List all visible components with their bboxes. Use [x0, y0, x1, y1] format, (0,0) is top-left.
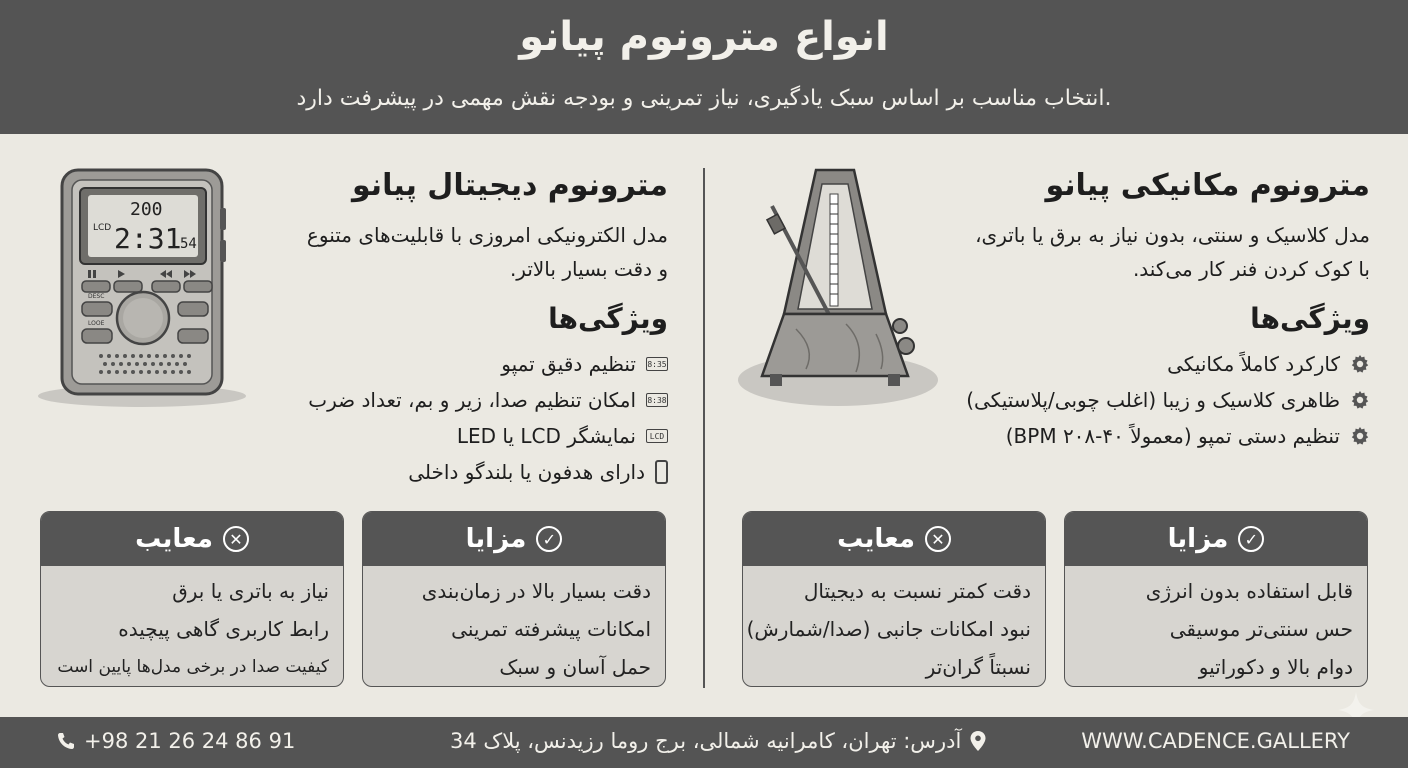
card-header: ✓ مزایا	[363, 512, 665, 566]
lcd-seconds-readout: 54	[180, 236, 197, 252]
feature-item: تنظیم دستی تمپو (معمولاً ۴۰-۲۰۸ BPM)	[966, 418, 1370, 454]
pro-item: حمل آسان و سبک	[499, 655, 651, 679]
lcd-icon: 8:35	[646, 357, 668, 371]
address-text: آدرس: تهران، کامرانیه شمالی، برج روما رزیدنس، پلاک 34	[450, 729, 962, 753]
check-circle-icon: ✓	[1238, 526, 1264, 552]
page-title: انواع مترونوم پیانو	[519, 14, 889, 60]
mechanical-features-list	[966, 346, 1370, 454]
header-banner	[0, 0, 1408, 134]
pro-item: دقت بسیار بالا در زمان‌بندی	[421, 579, 651, 603]
footer-phone[interactable]	[56, 729, 295, 753]
center-divider	[703, 168, 705, 688]
lcd-icon: LCD	[646, 429, 668, 443]
con-item: نبود امکانات جانبی (صدا/شمارش)	[746, 617, 1031, 641]
mechanical-features-heading: ویژگی‌ها	[1250, 302, 1370, 335]
check-circle-icon: ✓	[536, 526, 562, 552]
card-body	[743, 566, 1045, 686]
con-item: نیاز به باتری یا برق	[172, 579, 329, 603]
lcd-tempo-readout: 200	[130, 199, 163, 220]
feature-item: کارکرد کاملاً مکانیکی	[966, 346, 1370, 382]
pro-item: قابل استفاده بدون انرژی	[1145, 579, 1353, 603]
mechanical-description	[975, 218, 1370, 286]
pro-item: دوام بالا و دکوراتیو	[1198, 655, 1353, 679]
mechanical-description-line-1: مدل کلاسیک و سنتی، بدون نیاز به برق یا باتری،	[975, 223, 1370, 247]
looe-button-label: LOOE	[88, 320, 105, 327]
lcd-icon: 8:38	[646, 393, 668, 407]
footer-website-link[interactable]: WWW.CADENCE.GALLERY	[1081, 729, 1350, 753]
phone-icon	[655, 460, 668, 484]
pro-item: امکانات پیشرفته تمرینی	[451, 617, 651, 641]
footer-address	[450, 729, 987, 753]
card-body	[41, 566, 343, 686]
digital-metronome-illustration	[36, 164, 252, 412]
lcd-label: LCD	[93, 223, 112, 233]
location-pin-icon	[969, 730, 987, 752]
feature-item: 8:35 تنظیم دقیق تمپو	[501, 352, 667, 376]
feature-item: 8:38 امکان تنظیم صدا، زیر و بم، تعداد ضرب	[308, 388, 667, 412]
page-subtitle: انتخاب مناسب بر اساس سبک یادگیری، نیاز تمرینی و بودجه نقش مهمی در پیشرفت دارد.	[296, 86, 1112, 111]
con-item: کیفیت صدا در برخی مدل‌ها پایین است	[57, 657, 329, 677]
lcd-time-readout: 2:31	[114, 222, 182, 255]
con-item: رابط کاربری گاهی پیچیده	[118, 617, 329, 641]
feature-item: دارای هدفون یا بلندگو داخلی	[308, 454, 668, 490]
digital-features-heading: ویژگی‌ها	[548, 302, 668, 335]
digital-features-list	[308, 346, 668, 490]
pro-item: حس سنتی‌تر موسیقی	[1169, 617, 1353, 641]
mechanical-cons-card	[742, 511, 1046, 687]
card-body	[363, 566, 665, 686]
cross-circle-icon: ✕	[223, 526, 249, 552]
card-header: ✓ مزایا	[1065, 512, 1367, 566]
desc-button-label: DESC	[88, 293, 105, 300]
digital-pros-card	[362, 511, 666, 687]
footer-bar	[0, 717, 1408, 768]
con-item: نسبتاً گران‌تر	[925, 655, 1031, 679]
digital-cons-card	[40, 511, 344, 687]
con-item: دقت کمتر نسبت به دیجیتال	[803, 579, 1031, 603]
mechanical-description-line-2: با کوک کردن فنر کار می‌کند.	[1132, 257, 1370, 281]
phone-number: +98 21 26 24 86 91	[84, 729, 296, 753]
digital-section-title: مترونوم دیجیتال پیانو	[352, 168, 668, 203]
mechanical-section-title: مترونوم مکانیکی پیانو	[1045, 168, 1370, 203]
digital-description-line-2: و دقت بسیار بالاتر.	[509, 257, 668, 281]
digital-description	[307, 218, 668, 286]
gear-icon	[1350, 354, 1370, 374]
feature-item: ظاهری کلاسیک و زیبا (اغلب چوبی/پلاستیکی)	[966, 382, 1370, 418]
card-header: ✕ معایب	[743, 512, 1045, 566]
card-body	[1065, 566, 1367, 686]
gear-icon	[1350, 390, 1370, 410]
mechanical-metronome-illustration	[736, 164, 942, 412]
card-header: ✕ معایب	[41, 512, 343, 566]
cross-circle-icon: ✕	[925, 526, 951, 552]
feature-item: LCD نمایشگر LCD یا LED	[308, 418, 668, 454]
mechanical-pros-card	[1064, 511, 1368, 687]
phone-handset-icon	[56, 731, 76, 751]
gear-icon	[1350, 426, 1370, 446]
digital-description-line-1: مدل الکترونیکی امروزی با قابلیت‌های متنوع	[306, 223, 668, 247]
